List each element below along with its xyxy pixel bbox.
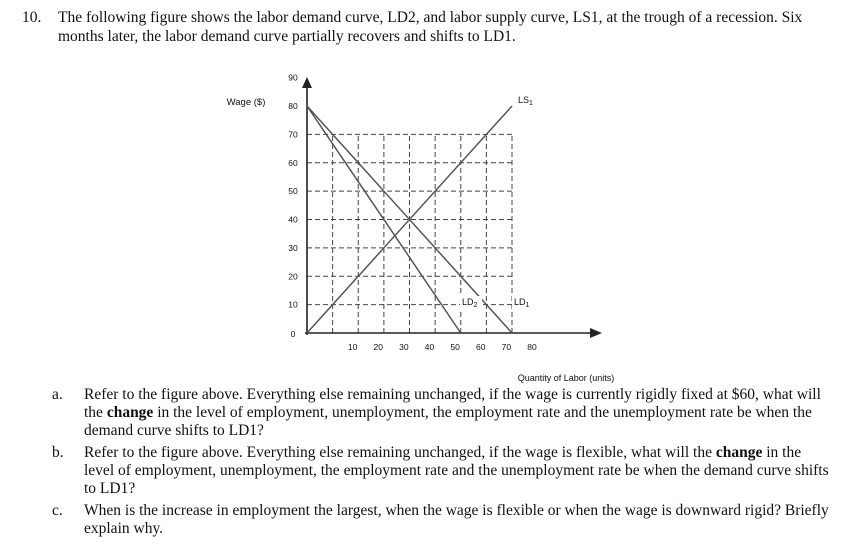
emphasis-change: change [106, 404, 154, 421]
emphasis-change: change [715, 444, 763, 461]
y-tick-label: 30 [288, 242, 298, 253]
y-tick-label: 40 [288, 214, 298, 225]
y-axis-arrow [302, 77, 312, 88]
y-axis-label: Wage ($) [226, 97, 266, 108]
y-tick-label: 20 [288, 271, 298, 282]
y-tick-label: 60 [288, 157, 298, 168]
x-tick-label: 50 [450, 342, 460, 352]
part-label: a. [52, 386, 63, 403]
x-tick-label: 80 [527, 342, 537, 352]
y-tick-label: 90 [288, 72, 298, 83]
part-text: When is the increase in employment the largest, when the wage is flexible or when the wage is downward rigid? Briefly explain why. [84, 502, 829, 537]
curve-label-ld2: $LD_2$ [462, 297, 478, 309]
y-tick-label: 80 [288, 101, 298, 111]
x-tick-label: 70 [501, 342, 512, 352]
x-tick-label: 40 [424, 342, 435, 352]
y-tick-label: 10 [288, 299, 298, 310]
y-tick-label: 50 [288, 186, 298, 197]
x-axis-label: Quantity of Labor (units) [517, 373, 615, 383]
curve-label-ls1: $LS_1$ [518, 95, 533, 107]
part-label: b. [52, 444, 64, 461]
part-text: Refer to the figure above. Everything else remaining unchanged, if the wage is currently rigidly fixed at $60, what will the change in the level of employment, unemployment, the employment rate and the unemployment rate be when the demand curve shifts to LD1? [84, 386, 821, 439]
x-tick-label: 20 [373, 342, 383, 352]
chart-axes [302, 77, 602, 338]
part-b [22, 444, 832, 498]
question-parts [22, 386, 832, 542]
question-text: The following figure shows the labor demand curve, LD2, and labor supply curve, LS1, at the trough of a recession. Six months later, the labor demand curve partially recovers and shifts to LD1. [58, 9, 803, 45]
chart-ticks [288, 73, 537, 352]
question-number: 10. [22, 9, 42, 26]
part-a [22, 386, 832, 440]
curve-label-ld1: $LD_1$ [514, 297, 530, 309]
y-tick-label: 70 [288, 129, 298, 140]
part-label: c. [52, 502, 63, 519]
x-tick-label: 10 [347, 342, 358, 352]
part-c [22, 502, 832, 538]
x-tick-label: 30 [399, 342, 409, 352]
x-tick-label: 60 [476, 342, 486, 352]
y-tick-label: 0 [290, 329, 296, 339]
x-axis-arrow [590, 328, 602, 338]
part-text: Refer to the figure above. Everything else remaining unchanged, if the wage is flexible, what will the change in the level of employment, unemployment, the employment rate and the unemployment rate be when the demand curve shifts to LD1? [84, 444, 829, 497]
chart-labels [227, 95, 615, 383]
